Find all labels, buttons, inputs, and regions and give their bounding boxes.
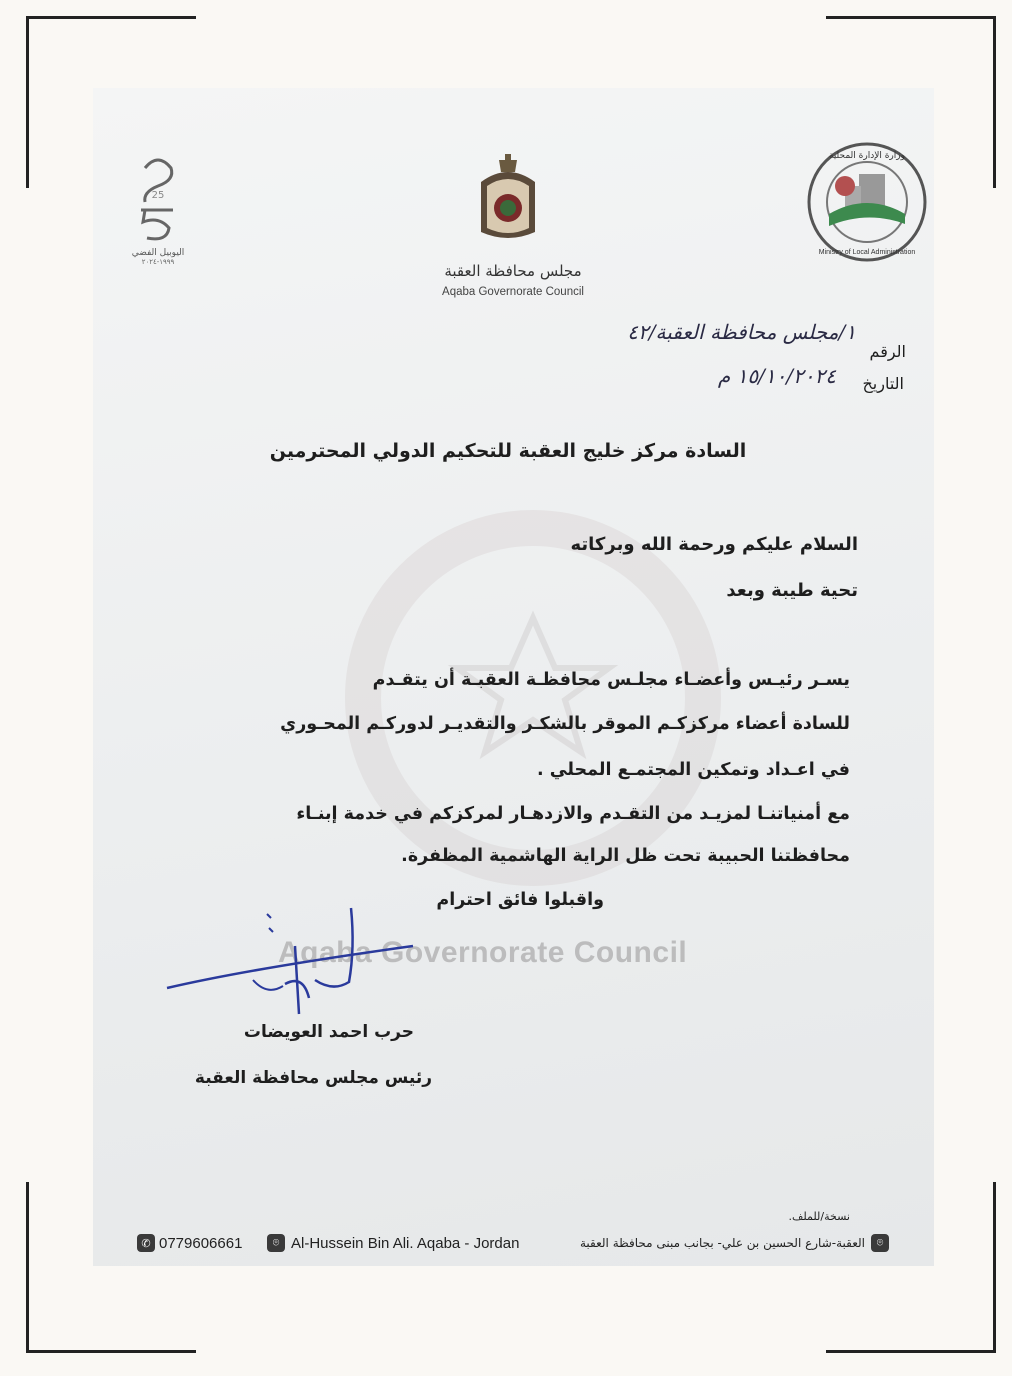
council-name-arabic: مجلس محافظة العقبة <box>444 262 582 280</box>
address-arabic: العقبة-شارع الحسين بن علي- بجانب مبنى محافظة العقبة <box>579 1236 865 1250</box>
ref-value: ١/مجلس محافظة العقبة/٤٢ <box>627 320 856 344</box>
corner-mark-bottom-right-h <box>826 1350 996 1353</box>
body-line: في اعـداد وتمكين المجتمـع المحلي . <box>536 760 850 780</box>
jubilee-caption: اليوبيل الفضي <box>131 248 185 258</box>
corner-mark-bottom-right-v <box>993 1182 996 1353</box>
corner-mark-bottom-left-v <box>26 1182 29 1353</box>
footer-address-ar <box>580 1234 889 1252</box>
watermark-council-text: Aqaba Governorate Council <box>278 936 688 969</box>
body-line: للسادة أعضاء مركزكـم الموقر بالشكـر والتقديـر لدوركـم المحـوري <box>280 714 850 734</box>
footer-phone <box>137 1234 242 1252</box>
signature-mark <box>163 888 433 1028</box>
ref-label: الرقم <box>869 342 906 361</box>
greeting-salam: السلام عليكم ورحمة الله وبركاته <box>570 534 858 555</box>
date-value: ١٥/١٠/٢٠٢٤ م <box>717 364 836 388</box>
greeting-regards: تحية طيبة وبعد <box>726 580 858 601</box>
ministry-seal-icon <box>805 140 929 264</box>
corner-mark-top-left-h <box>26 16 196 19</box>
phone-icon: ✆ <box>137 1234 155 1252</box>
copy-note: نسخة/للملف. <box>788 1210 850 1223</box>
ministry-seal-arabic: وزارة الإدارة المحلية <box>829 151 905 161</box>
footer-address-en <box>267 1234 519 1252</box>
body-line: يسـر رئيـس وأعضـاء مجلـس محافظـة العقبـة أن يتقـدم <box>372 670 850 690</box>
signer-title: رئيس مجلس محافظة العقبة <box>194 1068 432 1088</box>
ministry-seal-english: Ministry of Local Administration <box>818 249 916 256</box>
signer-name: حرب احمد العويضات <box>243 1022 414 1042</box>
phone-number: 0779606661 <box>159 1234 243 1252</box>
date-label: التاريخ <box>862 374 904 393</box>
closing-line: واقبلوا فائق احترام <box>436 890 604 910</box>
jubilee-years: ١٩٩٩-٢٠٢٤ <box>141 258 175 266</box>
body-line: مع أمنياتنـا لمزيـد من التقـدم والازدهـار لمركزكم في خدمة إبنـاء <box>296 804 850 824</box>
silver-jubilee-emblem <box>123 150 193 270</box>
body-line: محافظتنا الحبيبة تحت ظل الراية الهاشمية المظفرة. <box>401 846 850 866</box>
council-name-english: Aqaba Governorate Council <box>442 286 584 298</box>
corner-mark-top-right-v <box>993 16 996 188</box>
jubilee-number: 25 <box>151 190 165 201</box>
address-english: Al-Hussein Bin Ali. Aqaba - Jordan <box>291 1234 520 1252</box>
corner-mark-top-left-v <box>26 16 29 188</box>
coat-of-arms-icon <box>471 152 545 248</box>
footer-bar <box>137 1234 889 1258</box>
corner-mark-top-right-h <box>826 16 996 19</box>
addressee: السادة مركز خليج العقبة للتحكيم الدولي المحترمين <box>269 440 747 462</box>
location-pin-icon: ⌾ <box>871 1234 889 1252</box>
corner-mark-bottom-left-h <box>26 1350 196 1353</box>
location-pin-icon: ⌾ <box>267 1234 285 1252</box>
letter-paper <box>93 88 934 1266</box>
